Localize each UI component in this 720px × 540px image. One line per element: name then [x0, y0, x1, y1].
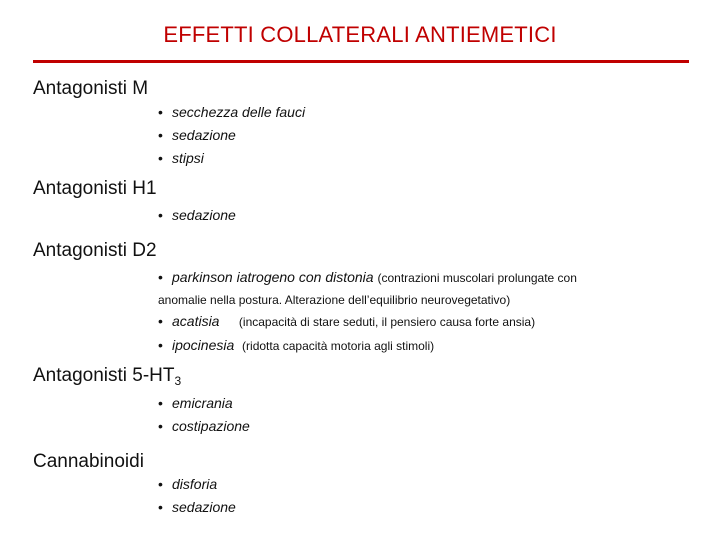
heading-cannabinoidi: Cannabinoidi	[33, 451, 144, 472]
list-item: • acatisia (incapacità di stare seduti, il pensiero causa forte ansia)	[158, 313, 536, 329]
title-underline	[33, 60, 689, 63]
heading-antagonisti-m: Antagonisti M	[33, 78, 149, 99]
list-item: • secchezza delle fauci	[158, 104, 306, 120]
list-item: • stipsi	[158, 150, 204, 166]
list-item: • costipazione	[158, 418, 250, 434]
heading-antagonisti-5ht3: Antagonisti $5-HT_3$	[33, 365, 182, 388]
list-item: • disforia	[158, 476, 218, 492]
list-antagonisti-5ht3	[158, 392, 250, 438]
list-item-continuation: anomalie nella postura. Alterazione dell’equilibrio neurovegetativo)	[158, 293, 511, 307]
list-cannabinoidi	[158, 473, 236, 519]
list-antagonisti-m	[158, 101, 305, 170]
list-antagonisti-h1	[158, 204, 236, 227]
page-title: EFFETTI COLLATERALI ANTIEMETICI	[163, 22, 557, 47]
list-item: • parkinson iatrogeno con distonia (contrazioni muscolari prolungate con	[158, 269, 577, 285]
heading-antagonisti-d2: Antagonisti D2	[33, 240, 157, 261]
heading-antagonisti-h1: Antagonisti H1	[33, 178, 157, 199]
list-antagonisti-d2	[158, 266, 577, 358]
list-item: • emicrania	[158, 395, 233, 411]
list-item: • ipocinesia (ridotta capacità motoria agli stimoli)	[158, 337, 435, 353]
list-item: • sedazione	[158, 499, 236, 515]
list-item: • sedazione	[158, 207, 236, 223]
list-item: • sedazione	[158, 127, 236, 143]
